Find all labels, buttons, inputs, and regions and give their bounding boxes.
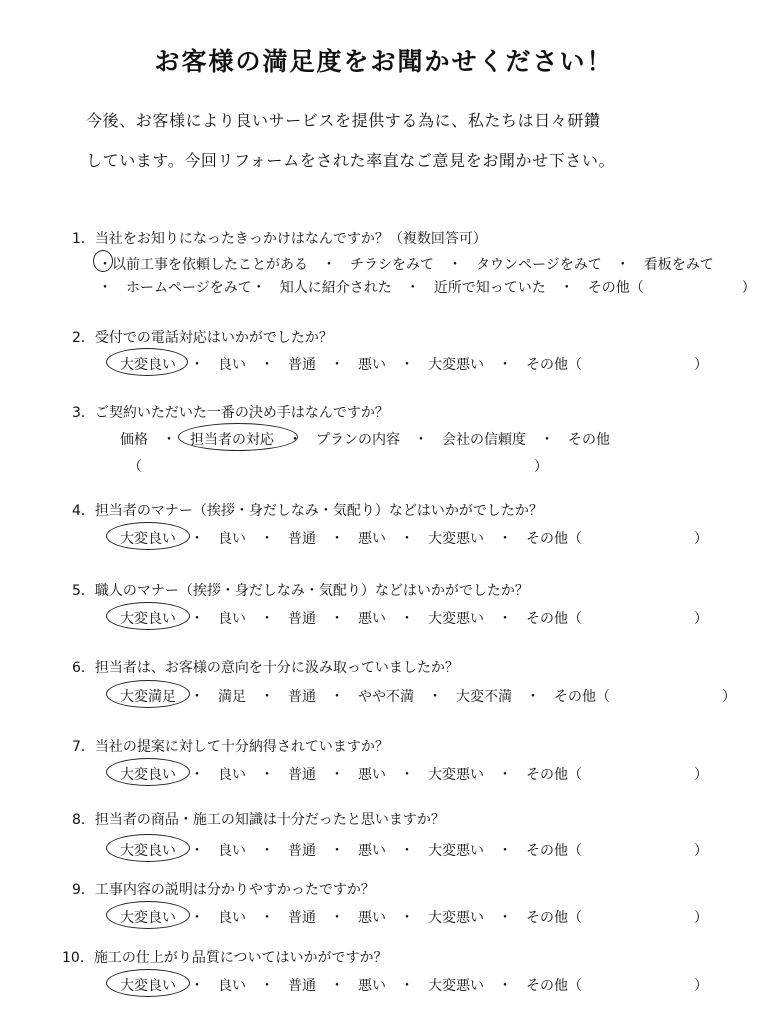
question-3-label: 3．ご契約いただいた一番の決め手はなんですか？ [72, 405, 389, 421]
question-1-options-line-1[interactable]: ・以前工事を依頼したことがある ・ チラシをみて ・ タウンページをみて ・ 看板をみて [98, 257, 714, 273]
question-9-options[interactable]: 大変良い ・ 良い ・ 普通 ・ 悪い ・ 大変悪い ・ その他（ ） [120, 910, 708, 926]
question-10-options[interactable]: 大変良い ・ 良い ・ 普通 ・ 悪い ・ 大変悪い ・ その他（ ） [120, 978, 708, 994]
question-6-selection-circle [106, 680, 190, 708]
question-8-options[interactable]: 大変良い ・ 良い ・ 普通 ・ 悪い ・ 大変悪い ・ その他（ ） [120, 843, 708, 859]
question-7-selection-circle [106, 758, 190, 786]
question-8-selection-circle [106, 834, 190, 862]
question-4-options[interactable]: 大変良い ・ 良い ・ 普通 ・ 悪い ・ 大変悪い ・ その他（ ） [120, 531, 708, 547]
intro-line-1: 今後、お客様により良いサービスを提供する為に、私たちは日々研鑽 [86, 111, 601, 130]
question-10-selection-circle [106, 969, 190, 997]
question-7-label: 7．当社の提案に対して十分納得されていますか？ [72, 739, 389, 755]
question-1-label: 1．当社をお知りになったきっかけはなんですか？（複数回答可） [72, 231, 487, 247]
question-2-selection-circle [106, 348, 188, 376]
question-4-selection-circle [106, 522, 190, 550]
intro-line-2: しています。今回リフォームをされた率直なご意見をお聞かせ下さい。 [86, 151, 616, 170]
question-1-selection-circle [93, 250, 113, 272]
question-1-options-line-2[interactable]: ・ ホームページをみて・ 知人に紹介された ・ 近所で知っていた ・ その他（ ） [98, 280, 756, 296]
question-2-options[interactable]: 大変良い ・ 良い ・ 普通 ・ 悪い ・ 大変悪い ・ その他（ ） [120, 357, 708, 373]
question-10-label: 10．施工の仕上がり品質についてはいかがですか？ [62, 950, 388, 966]
question-3-options-line-1[interactable]: 価格 ・ 担当者の対応 ・ プランの内容 ・ 会社の信頼度 ・ その他 [120, 432, 610, 448]
question-9-label: 9．工事内容の説明は分かりやすかったですか？ [72, 882, 375, 898]
question-6-label: 6．担当者は、お客様の意向を十分に汲み取っていましたか？ [72, 660, 459, 676]
survey-title: お客様の満足度をお聞かせください！ [154, 47, 614, 76]
question-5-label: 5．職人のマナー（挨拶・身だしなみ・気配り）などはいかがでしたか？ [72, 583, 529, 599]
question-5-options[interactable]: 大変良い ・ 良い ・ 普通 ・ 悪い ・ 大変悪い ・ その他（ ） [120, 611, 708, 627]
question-3-options-line-2[interactable]: （ ） [128, 459, 548, 475]
question-3-selection-circle [178, 423, 298, 451]
question-9-selection-circle [106, 901, 190, 929]
question-7-options[interactable]: 大変良い ・ 良い ・ 普通 ・ 悪い ・ 大変悪い ・ その他（ ） [120, 767, 708, 783]
question-6-options[interactable]: 大変満足 ・ 満足 ・ 普通 ・ やや不満 ・ 大変不満 ・ その他（ ） [120, 689, 736, 705]
question-8-label: 8．担当者の商品・施工の知識は十分だったと思いますか？ [72, 812, 445, 828]
question-2-label: 2．受付での電話対応はいかがでしたか？ [72, 330, 333, 346]
question-4-label: 4．担当者のマナー（挨拶・身だしなみ・気配り）などはいかがでしたか？ [72, 503, 543, 519]
question-5-selection-circle [106, 602, 190, 630]
